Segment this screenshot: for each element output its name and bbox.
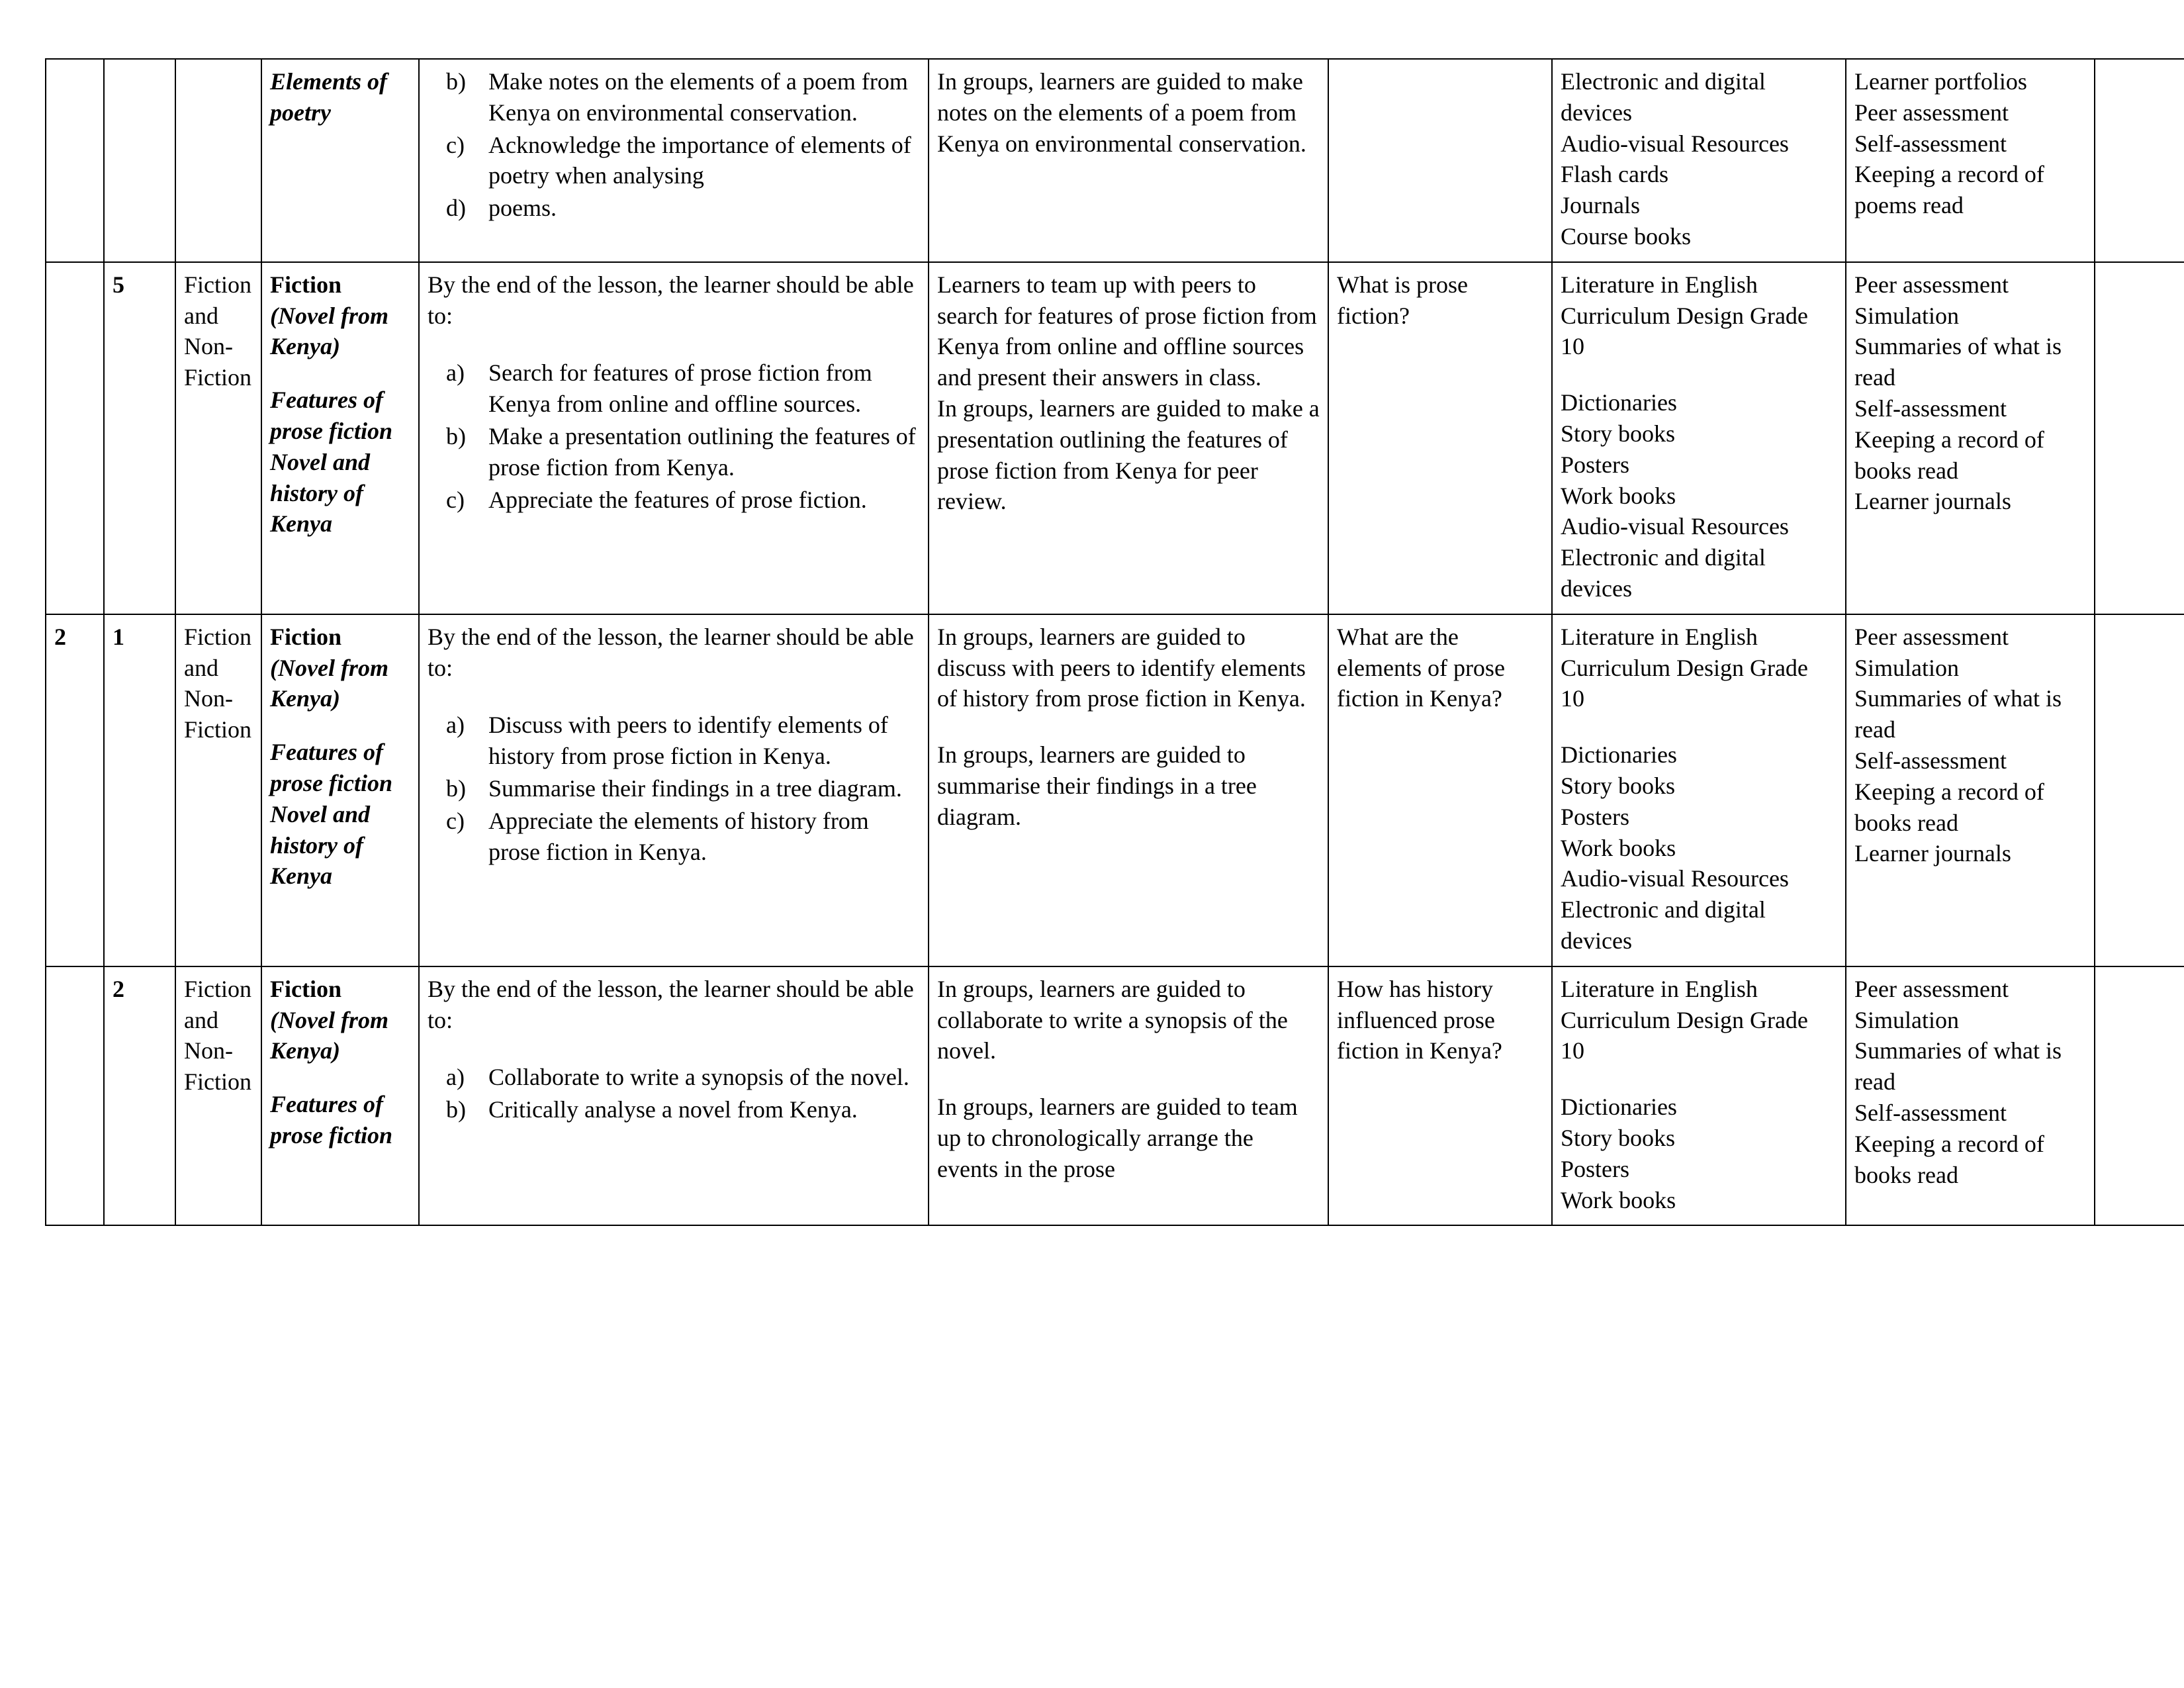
list-marker: b) (446, 422, 466, 449)
substrand-italic-1: (Novel from Kenya) (270, 654, 388, 712)
substrand-cell (261, 59, 419, 262)
spacer (1561, 714, 1837, 739)
list-text: Acknowledge the importance of elements of poetry when analysing (488, 131, 911, 189)
assessment-item: Keeping a record of books read (1854, 778, 2044, 836)
assessment-cell (1846, 59, 2095, 262)
resources-list (1561, 622, 1837, 957)
list-item (428, 66, 920, 128)
resource-item: Audio-visual Resources (1561, 130, 1789, 157)
learning-experiences-cell (929, 59, 1328, 262)
substrand-italic-2: Features of prose fiction (270, 1091, 392, 1149)
list-item (428, 357, 920, 420)
substrand-cell (261, 966, 419, 1226)
list-item (428, 806, 920, 868)
list-text: Collaborate to write a synopsis of the novel. (488, 1064, 909, 1091)
assessment-item: Keeping a record of books read (1854, 426, 2044, 484)
outcomes-lead: By the end of the lesson, the learner should be able to: (428, 623, 914, 681)
assessment-list (1854, 269, 2086, 517)
list-item (428, 485, 920, 516)
resource-item: Literature in English Curriculum Design Grade 10 (1561, 271, 1808, 360)
list-text: Make a presentation outlining the features of prose fiction from Kenya. (488, 422, 916, 481)
resource-item: Electronic and digital devices (1561, 68, 1766, 126)
list-text: Summarise their findings in a tree diagram. (488, 774, 902, 802)
key-inquiry-cell (1328, 59, 1552, 262)
learning-outcomes-cell (419, 59, 929, 262)
assessment-list (1854, 622, 2086, 869)
strand-cell (175, 59, 261, 262)
key-inquiry-cell: What is prose fiction? (1328, 262, 1552, 614)
learning-resources-cell (1552, 614, 1846, 966)
list-marker: c) (446, 131, 465, 158)
experience-paragraph: In groups, learners are guided to collaborate to write a synopsis of the novel. (937, 975, 1288, 1064)
experience-paragraph: In groups, learners are guided to team up to chronologically arrange the events in the prose (937, 1094, 1298, 1182)
assessment-item: Self-assessment (1854, 395, 2007, 422)
learning-outcomes-cell (419, 966, 929, 1226)
list-item (428, 710, 920, 772)
assessment-item: Keeping a record of poems read (1854, 161, 2044, 219)
table-body (46, 59, 2184, 1225)
resource-item: Story books (1561, 420, 1676, 447)
outcomes-list (428, 1062, 920, 1125)
list-item (428, 1062, 920, 1093)
list-text: Discuss with peers to identify elements of history from prose fiction in Kenya. (488, 712, 888, 770)
experience-paragraph: Learners to team up with peers to search for features of prose fiction from Kenya from online and offline sources and present their answers in class. (937, 271, 1317, 391)
resource-item: Audio-visual Resources (1561, 513, 1789, 540)
resources-list (1561, 66, 1837, 252)
assessment-item: Learner journals (1854, 488, 2011, 515)
learning-resources-cell (1552, 59, 1846, 262)
resource-item: Dictionaries (1561, 389, 1677, 416)
experience-paragraph: In groups, learners are guided to make a presentation outlining the features of prose fiction from Kenya for peer review. (937, 395, 1320, 515)
week-cell (46, 262, 104, 614)
reflection-cell (2095, 262, 2184, 614)
assessment-item: Summaries of what is read (1854, 685, 2062, 743)
outcomes-lead: By the end of the lesson, the learner should be able to: (428, 271, 914, 329)
list-item (428, 421, 920, 483)
resource-item: Dictionaries (1561, 741, 1677, 769)
list-marker: c) (446, 486, 465, 513)
table-row (46, 614, 2184, 966)
assessment-item: Peer assessment (1854, 99, 2009, 126)
outcomes-list (428, 710, 920, 867)
substrand-title: Fiction (270, 271, 341, 298)
substrand-cell (261, 614, 419, 966)
resource-item: Work books (1561, 482, 1676, 509)
assessment-item: Simulation (1854, 1006, 1960, 1033)
resource-item: Literature in English Curriculum Design Grade 10 (1561, 975, 1808, 1064)
outcomes-list (428, 357, 920, 515)
substrand-title: Fiction (270, 975, 341, 1002)
list-marker: b) (446, 1096, 466, 1123)
lesson-cell: 2 (104, 966, 175, 1226)
strand-cell (175, 262, 261, 614)
substrand-cell (261, 262, 419, 614)
substrand-italic-2: Features of prose fiction Novel and history of Kenya (270, 739, 392, 890)
resource-item: Story books (1561, 772, 1676, 799)
assessment-item: Self-assessment (1854, 130, 2007, 157)
assessment-cell (1846, 262, 2095, 614)
assessment-item: Summaries of what is read (1854, 1037, 2062, 1096)
assessment-item: Simulation (1854, 302, 1960, 329)
list-marker: c) (446, 807, 465, 834)
reflection-cell (2095, 614, 2184, 966)
table-row (46, 262, 2184, 614)
table-row (46, 966, 2184, 1226)
list-marker: a) (446, 712, 465, 739)
resource-item: Flash cards (1561, 161, 1668, 188)
list-text: poems. (488, 195, 557, 222)
list-text: Critically analyse a novel from Kenya. (488, 1096, 858, 1123)
assessment-item: Learner journals (1854, 840, 2011, 867)
lesson-cell: 5 (104, 262, 175, 614)
list-item (428, 130, 920, 192)
list-marker: b) (446, 68, 466, 95)
substrand-italic-1: (Novel from Kenya) (270, 1006, 388, 1064)
resource-item: Electronic and digital devices (1561, 896, 1766, 954)
spacer (270, 714, 410, 737)
resource-item: Work books (1561, 1186, 1676, 1213)
assessment-item: Summaries of what is read (1854, 333, 2062, 391)
week-cell (46, 59, 104, 262)
table-row (46, 59, 2184, 262)
assessment-item: Self-assessment (1854, 1099, 2007, 1126)
lesson-cell (104, 59, 175, 262)
resources-list (1561, 974, 1837, 1216)
week-cell: 2 (46, 614, 104, 966)
learning-outcomes-cell (419, 262, 929, 614)
assessment-list (1854, 66, 2086, 221)
spacer (270, 1066, 410, 1089)
assessment-item: Peer assessment (1854, 271, 2009, 298)
assessment-item: Keeping a record of books read (1854, 1130, 2044, 1188)
reflection-cell (2095, 966, 2184, 1226)
outcomes-lead: By the end of the lesson, the learner should be able to: (428, 975, 914, 1033)
list-marker: d) (446, 195, 466, 222)
resources-list (1561, 269, 1837, 604)
reflection-cell (2095, 59, 2184, 262)
assessment-list (1854, 974, 2086, 1191)
experience-paragraph: In groups, learners are guided to discuss with peers to identify elements of history from prose fiction in Kenya. (937, 623, 1306, 712)
resource-item: Story books (1561, 1124, 1676, 1151)
substrand-title: Fiction (270, 623, 341, 650)
strand-cell (175, 614, 261, 966)
resource-item: Dictionaries (1561, 1094, 1677, 1121)
spacer (1561, 362, 1837, 387)
resource-item: Course books (1561, 222, 1691, 250)
list-marker: b) (446, 774, 466, 802)
assessment-item: Learner portfolios (1854, 68, 2027, 95)
substrand-italic-2: Features of prose fiction Novel and history of Kenya (270, 387, 392, 538)
substrand-italic-1: Elements of poetry (270, 68, 387, 126)
strand-text: Fiction and Non-Fiction (184, 271, 252, 391)
learning-experiences-cell (929, 966, 1328, 1226)
assessment-item: Simulation (1854, 654, 1960, 681)
resource-item: Journals (1561, 192, 1640, 219)
resource-item: Posters (1561, 451, 1630, 478)
learning-resources-cell (1552, 262, 1846, 614)
learning-resources-cell (1552, 966, 1846, 1226)
spacer (1561, 1066, 1837, 1092)
substrand-italic-1: (Novel from Kenya) (270, 302, 388, 360)
key-inquiry-cell: What are the elements of prose fiction in Kenya? (1328, 614, 1552, 966)
list-text: Appreciate the elements of history from prose fiction in Kenya. (488, 807, 869, 865)
resource-item: Work books (1561, 834, 1676, 861)
learning-outcomes-cell (419, 614, 929, 966)
learning-experiences-cell (929, 614, 1328, 966)
list-text: Make notes on the elements of a poem from Kenya on environmental conservation. (488, 68, 908, 126)
resource-item: Posters (1561, 1155, 1630, 1182)
assessment-cell (1846, 966, 2095, 1226)
list-item (428, 773, 920, 804)
resource-item: Electronic and digital devices (1561, 544, 1766, 602)
strand-text: Fiction and Non-Fiction (184, 623, 252, 743)
list-item (428, 193, 920, 224)
list-marker: a) (446, 1064, 465, 1091)
assessment-item: Self-assessment (1854, 747, 2007, 774)
resource-item: Literature in English Curriculum Design Grade 10 (1561, 623, 1808, 712)
week-cell (46, 966, 104, 1226)
experience-paragraph: In groups, learners are guided to summarise their findings in a tree diagram. (937, 741, 1257, 830)
experience-paragraph: In groups, learners are guided to make notes on the elements of a poem from Kenya on environmental conservation. (937, 68, 1306, 157)
list-text: Appreciate the features of prose fiction. (488, 486, 867, 513)
list-text: Search for features of prose fiction from Kenya from online and offline sources. (488, 359, 872, 418)
strand-text: Fiction and Non-Fiction (184, 975, 252, 1096)
lesson-cell: 1 (104, 614, 175, 966)
assessment-item: Peer assessment (1854, 975, 2009, 1002)
spacer (270, 362, 410, 385)
list-item (428, 1094, 920, 1125)
resource-item: Audio-visual Resources (1561, 865, 1789, 892)
scheme-of-work-table (45, 58, 2184, 1226)
assessment-item: Peer assessment (1854, 623, 2009, 650)
strand-cell (175, 966, 261, 1226)
list-marker: a) (446, 359, 465, 387)
key-inquiry-cell: How has history influenced prose fiction in Kenya? (1328, 966, 1552, 1226)
outcomes-list (428, 66, 920, 224)
learning-experiences-cell (929, 262, 1328, 614)
assessment-cell (1846, 614, 2095, 966)
resource-item: Posters (1561, 803, 1630, 830)
